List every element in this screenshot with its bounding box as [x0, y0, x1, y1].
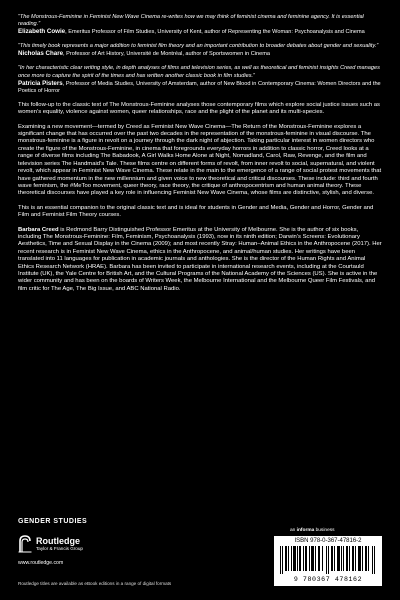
ebook-note: Routledge titles are available as eBook editions in a range of digital formats: [18, 581, 172, 586]
quote-author: Elizabeth Cowie: [18, 28, 66, 36]
description-audience: This is an essential companion to the original classic text and is ideal for students in Gender and Media, Gender and Horror, Gender and Film and Feminist Film Theory courses.: [18, 204, 374, 219]
subject-category: GENDER STUDIES: [18, 518, 88, 525]
barcode-icon: [280, 546, 376, 574]
quote-text: “This timely book represents a major addition to feminist film theory and an important contribution to broader debates about gender and sexuality.”: [18, 43, 379, 50]
quote-affiliation: , Emeritus Professor of Film Studies, University of Kent, author of Representing the Woman: Psychoanalysis and Cinema: [65, 29, 365, 36]
quote-author: Patricia Pisters: [18, 79, 63, 87]
description-main: Examining a new movement—termed by Creed as Feminist New Wave Cinema—The Return of the Monstrous-Feminine explores a significant change that has occurred over the past two decades in the representation of the monstrous-feminine in visual discourse. The monstrous-feminine is a figure in revolt on a journey through the dark night of abjection. Taking particular interest in women directors who create the figure of the Monstrous-Feminine, in cinema that foregrounds everyday horrors in addition to classic horror, Creed looks at a range of diverse films including The Babadook, A Girl Walks Home Alone at Night, Nomadland, Carol, Raw, Revenge, and the film and television series The Handmaid’s Tale. These films centre on different forms of revolt, from inner revolt to social, supernatural, and violent revolt, which appear in Feminist New Wave Cinema. These relate in the main to the emergence of a range of social protest movements that have gathered momentum in the new millennium and given voice to new theoretical and critical discourses. These include: third and fourth wave feminism, the #MeToo movement, queer theory, race theory, the critique of anthropocentrism and human animal theory. These theoretical discourses have played a key role in influencing Feminist New Wave Cinema, whose films are distinctive, stylish, and diverse.: [18, 123, 382, 197]
publisher-website: www.routledge.com: [18, 560, 64, 566]
quote-text: “In her characteristic clear writing style, in depth analyses of films and television series, as well as theoretical and feminist insights Creed manages once more to capture the spirit of the times and has written another classic book in film studies.”: [18, 65, 380, 79]
publisher-logo-block: [18, 535, 83, 553]
author-bio-text: is Redmond Barry Distinguished Professor Emeritus at the University of Melbourne. She is the author of six books, including The Monstrous-Feminine: Film, Feminism, Psychoanalysis (1993), now in its ninth edition; Darwin’s Screens: Evolutionary Aesthetics, Time and Sexual Display in the Cinema (2009); and most recently Stray: Human–Animal Ethics in the Anthropocene (2017). Her recent research is in Feminist New Wave Cinema, ethics in the Anthropocene, and animal/human studies. Her writings have been translated into 11 languages for publication in academic journals and anthologies. She is the director of the Human Rights and Animal Ethics Research Network (HRAE). Barbara has been invited to participate in international research events, including at the Courtauld Institute (UK), the Yale Centre for British Art, and the Cultural Programs of the National Academy of the Sciences (US). She is active in the wider community and has been on the boards of Writers Week, the Melbourne International and the Melbourne Queer Film Festivals, and film critic for The Age, The Big Issue, and ABC National Radio.: [18, 226, 382, 292]
quote-affiliation: , Professor of Media Studies, University of Amsterdam, author of New Blood in Contemporary Cinema: Women Directors and the Poetics of Horror: [18, 80, 381, 94]
author-bio: [18, 227, 382, 294]
author-name: Barbara Creed: [18, 226, 59, 233]
informa-business-label: an informa business: [290, 528, 335, 533]
quote-author: Nicholas Chare: [18, 50, 64, 58]
barcode-number: 9 780367 478162: [293, 576, 363, 583]
isbn-label: ISBN 978-0-367-47816-2: [294, 538, 362, 544]
publisher-name: Routledge: [36, 536, 80, 546]
endorsement-quote-3: [18, 65, 382, 94]
barcode-panel: [274, 536, 382, 586]
quote-affiliation: , Professor of Art History, Université de Montréal, author of Sportswomen in Cinema: [63, 51, 270, 58]
publisher-group: Taylor & Francis Group: [36, 546, 83, 551]
description-intro: This follow-up to the classic text of The Monstrous-Feminine analyses those contemporary films which explore social justice issues such as women’s equality, violence against women, queer relationships, race and the plight of the planet and its multi-species.: [18, 101, 380, 116]
endorsement-quote-2: [18, 43, 382, 58]
informa-brand: informa: [296, 528, 315, 533]
routledge-logo-icon: [18, 535, 32, 553]
quote-text: “The Monstrous-Feminine in Feminist New Wave Cinema re-writes how we may think of feminist cinema and feminine agency. It is essential reading.”: [18, 14, 364, 28]
endorsement-quote-1: [18, 14, 382, 36]
